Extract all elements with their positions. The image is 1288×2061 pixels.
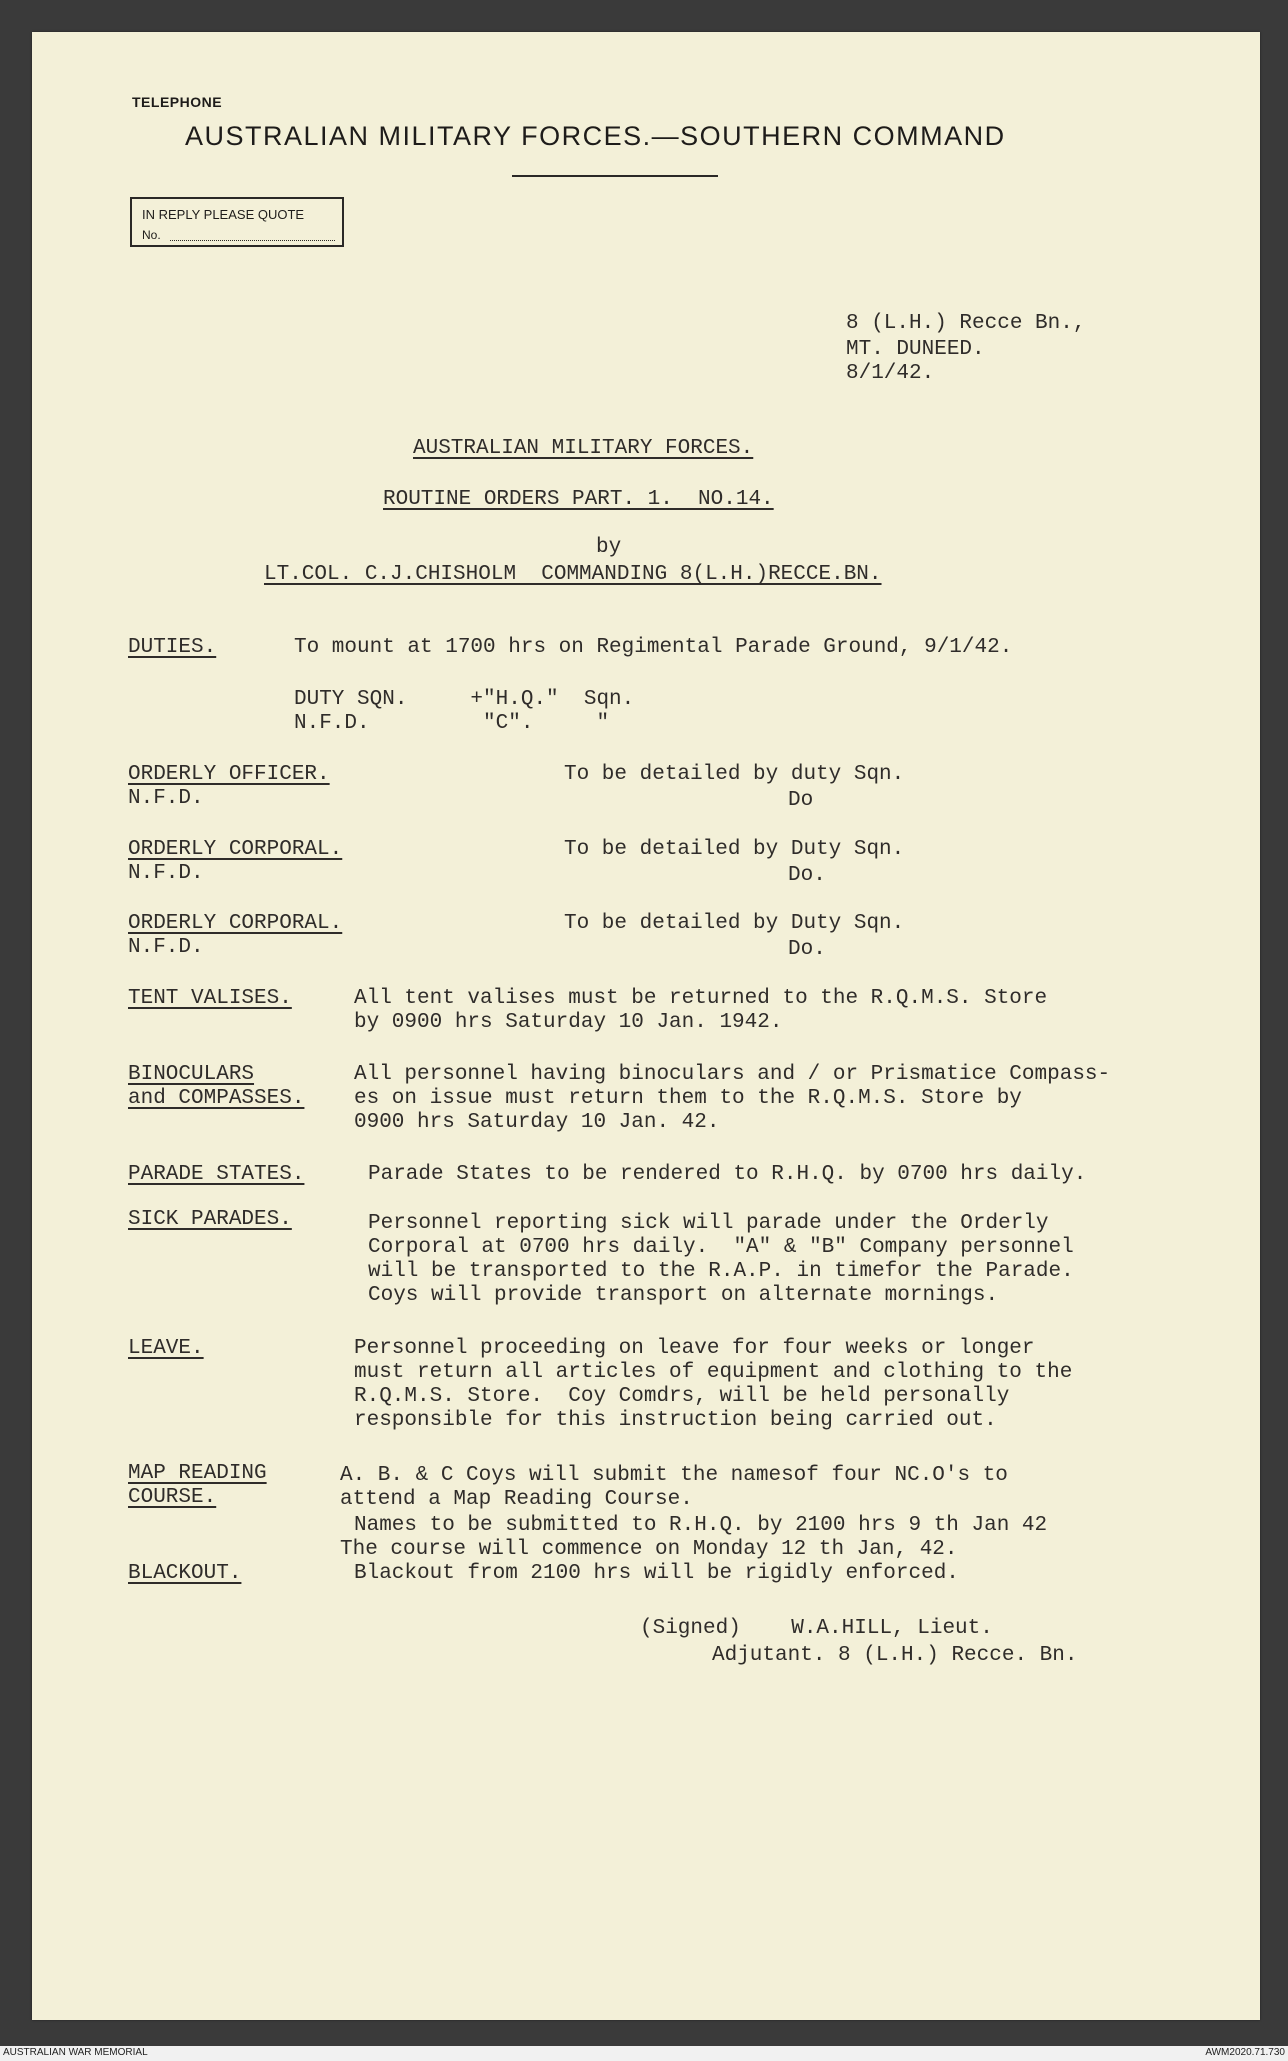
map-reading-label: MAP READING xyxy=(128,1462,267,1485)
sick-parades-label: SICK PARADES. xyxy=(128,1208,292,1231)
heading-routine-orders: ROUTINE ORDERS PART. 1. NO.14. xyxy=(383,488,774,511)
blackout-label: BLACKOUT. xyxy=(128,1562,242,1585)
tent-valises-label: TENT VALISES. xyxy=(128,987,292,1010)
heading-by: by xyxy=(596,536,622,559)
sick-parades-line: will be transported to the R.A.P. in timefor the Parade. xyxy=(368,1260,1074,1283)
address-place: MT. DUNEED. xyxy=(846,338,985,361)
address-date: 8/1/42. xyxy=(846,362,935,385)
leave-line: Personnel proceeding on leave for four weeks or longer xyxy=(354,1337,1035,1360)
duties-sqn-row1: DUTY SQN. +"H.Q." Sqn. xyxy=(294,688,635,711)
orderly-officer-label: ORDERLY OFFICER. xyxy=(128,763,330,786)
orderly-corporal-nfd: N.F.D. xyxy=(128,936,204,959)
archive-footer-bar xyxy=(0,2046,1288,2061)
footer-accession-number: AWM2020.71.730 xyxy=(1205,2047,1285,2058)
orderly-officer-ditto: Do xyxy=(788,789,814,812)
orderly-corporal-text: To be detailed by Duty Sqn. xyxy=(564,838,905,861)
address-unit: 8 (L.H.) Recce Bn., xyxy=(846,312,1086,335)
heading-commanding-officer: LT.COL. C.J.CHISHOLM COMMANDING 8(L.H.)RECCE.BN. xyxy=(264,563,882,586)
letterhead-rule xyxy=(512,175,718,177)
orderly-officer-nfd: N.F.D. xyxy=(128,787,204,810)
map-reading-line: The course will commence on Monday 12 th Jan, 42. xyxy=(340,1538,958,1561)
footer-institution: AUSTRALIAN WAR MEMORIAL xyxy=(3,2047,148,2058)
binoculars-line: 0900 hrs Saturday 10 Jan. 42. xyxy=(354,1111,720,1134)
binoculars-label: BINOCULARS xyxy=(128,1063,255,1086)
duties-sqn-row2: N.F.D. "C". " xyxy=(294,712,610,735)
adjutant-line: Adjutant. 8 (L.H.) Recce. Bn. xyxy=(712,1644,1078,1667)
orderly-officer-text: To be detailed by duty Sqn. xyxy=(564,763,905,786)
leave-line: responsible for this instruction being carried out. xyxy=(354,1409,997,1432)
heading-forces: AUSTRALIAN MILITARY FORCES. xyxy=(413,437,754,460)
binoculars-line: es on issue must return them to the R.Q.M.S. Store by xyxy=(354,1087,1022,1110)
reply-box-line1: IN REPLY PLEASE QUOTE xyxy=(142,207,305,222)
tent-valises-line: by 0900 hrs Saturday 10 Jan. 1942. xyxy=(354,1011,783,1034)
sick-parades-line: Corporal at 0700 hrs daily. "A" & "B" Company personnel xyxy=(368,1236,1074,1259)
duties-label: DUTIES. xyxy=(128,636,217,659)
sick-parades-line: Coys will provide transport on alternate mornings. xyxy=(368,1284,999,1307)
map-reading-line: attend a Map Reading Course. xyxy=(340,1488,693,1511)
signature-line: (Signed) W.A.HILL, Lieut. xyxy=(640,1617,993,1640)
orderly-corporal-label: ORDERLY CORPORAL. xyxy=(128,838,343,861)
binoculars-line: All personnel having binoculars and / or Prismatice Compass- xyxy=(354,1063,1111,1086)
letterhead-title: AUSTRALIAN MILITARY FORCES.—SOUTHERN COMMAND xyxy=(185,121,1006,151)
reply-box-line2: No. xyxy=(142,228,161,242)
orderly-corporal-text: To be detailed by Duty Sqn. xyxy=(564,912,905,935)
map-reading-line: Names to be submitted to R.H.Q. by 2100 hrs 9 th Jan 42 xyxy=(354,1514,1048,1537)
tent-valises-line: All tent valises must be returned to the R.Q.M.S. Store xyxy=(354,987,1048,1010)
orderly-corporal-label: ORDERLY CORPORAL. xyxy=(128,912,343,935)
sick-parades-line: Personnel reporting sick will parade under the Orderly xyxy=(368,1212,1049,1235)
reply-box-dotted-line xyxy=(170,240,335,241)
leave-label: LEAVE. xyxy=(128,1337,204,1360)
orderly-corporal-ditto: Do. xyxy=(788,864,826,887)
orderly-corporal-nfd: N.F.D. xyxy=(128,862,204,885)
course-label: COURSE. xyxy=(128,1486,217,1509)
leave-line: R.Q.M.S. Store. Coy Comdrs, will be held personally xyxy=(354,1385,1010,1408)
map-reading-line: A. B. & C Coys will submit the namesof four NC.O's to xyxy=(340,1464,1008,1487)
compasses-label: and COMPASSES. xyxy=(128,1087,305,1110)
telephone-label: TELEPHONE xyxy=(132,94,223,110)
leave-line: must return all articles of equipment and clothing to the xyxy=(354,1361,1073,1384)
duties-text: To mount at 1700 hrs on Regimental Parade Ground, 9/1/42. xyxy=(294,636,1013,659)
parade-states-label: PARADE STATES. xyxy=(128,1163,305,1186)
orderly-corporal-ditto: Do. xyxy=(788,938,826,961)
blackout-text: Blackout from 2100 hrs will be rigidly enforced. xyxy=(354,1562,959,1585)
parade-states-text: Parade States to be rendered to R.H.Q. by 0700 hrs daily. xyxy=(368,1163,1087,1186)
